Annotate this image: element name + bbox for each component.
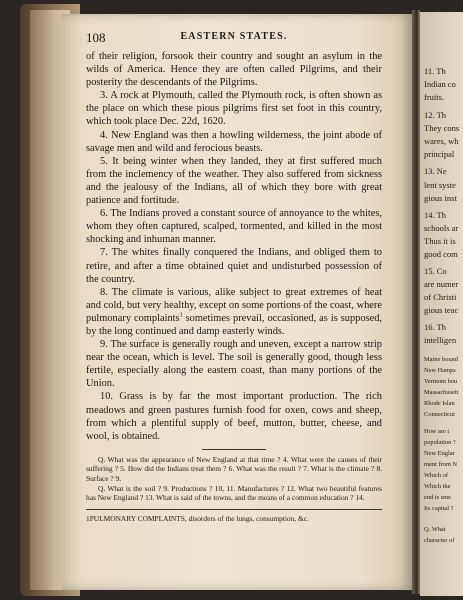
page-body (86, 50, 382, 523)
footnote-marker: 1 (179, 312, 183, 319)
right-small-line: New Hamps (424, 367, 456, 374)
right-small-line: population ? (424, 439, 456, 446)
right-small-line: Q. What (424, 526, 446, 533)
right-small-line: Massachusett (424, 389, 459, 396)
right-text-line: Thus it is (424, 236, 456, 246)
right-small-line: Which the (424, 483, 451, 490)
right-small-line: Connecticut (424, 411, 455, 418)
right-text-line: 16. Th (424, 322, 447, 332)
page-number: 108 (86, 30, 106, 45)
question-block-1: Q. What was the appearance of New England at that time ? 4. What were the causes of their suffering ? 5. How did the Indians treat them ? 6. What was the result ? 7. What is the climate ? 8. Surface ? 9. (86, 454, 382, 483)
right-small-line: character of (424, 537, 455, 544)
right-page-fragment (420, 12, 463, 596)
right-text-line: 11. Th (424, 66, 446, 76)
paragraph-3: 3. A rock at Plymouth, called the Plymouth rock, is often shown as the place on which these pious pilgrims first set foot in this country, which took place Dec. 22d, 1620. (86, 90, 382, 128)
right-text-line: lent syste (424, 180, 456, 190)
running-head: EASTERN STATES. (180, 31, 288, 42)
right-small-line: New Englar (424, 450, 455, 457)
paragraph-9: 9. The surface is generally rough and uneven, except a narrow strip near the ocean, which is level. The soil is generally good, though less fertile, especially along the eastern coast, than many portions of the Union. (86, 339, 382, 390)
right-text-line: 14. Th (424, 210, 447, 220)
paragraph-7: 7. The whites finally conquered the Indians, and obliged them to retire, and after a time obtained quiet and undisturbed possession of the country. (86, 247, 382, 285)
right-small-line: end is sme (424, 494, 451, 501)
right-small-line: ment from N (424, 461, 458, 468)
study-questions (86, 455, 382, 503)
paragraph-8-text-b: sometimes prevail, occasioned, as is supposed, by the long continued and damp easterly winds. (86, 312, 383, 337)
right-text-line: 15. Co (424, 266, 447, 276)
right-small-line: Its capital ? (424, 505, 454, 512)
right-text-line: are numer (424, 279, 459, 289)
paragraph-continuation: of their religion, forsook their country and sought an asylum in the wilds of America. Hence they are often called Pilgrims, and their posterity the descendants of the Pilgrims. (86, 51, 382, 89)
section-divider (202, 449, 266, 450)
paragraph-8-text-a: 8. The climate is various, alike subject to great extremes of heat and cold, but very healthy, except on some portions of the coast, where pulmonary complaints (86, 286, 382, 324)
paragraph-10: 10. Grass is by far the most important production. The rich meadows and green pastures furnish food for oxen, cows and sheep, from which a plentiful supply of beef, mutton, butter, cheese, and wool, is obtained. (86, 391, 382, 442)
right-text-line: They cons (424, 123, 460, 133)
right-text-line: gious inst (424, 193, 457, 203)
right-small-line: Vermont bou (424, 378, 458, 385)
right-text-line: gious teac (424, 305, 459, 315)
right-text-line: of Christi (424, 292, 457, 302)
footnote: 1PULMONARY COMPLAINTS, disorders of the lungs, consumption, &c. (86, 509, 382, 524)
right-text-line: principal (424, 149, 455, 159)
right-text-line: schools ar (424, 223, 459, 233)
right-text-line: Indian co (424, 79, 456, 89)
book-gutter (412, 10, 420, 594)
question-block-2: Q. What is the soil ? 9. Productions ? 10, 11. Manufactures ? 12. What two beautiful features has New England ? 13. What is said of the towns, and the means of a common education ? 14. (86, 483, 382, 503)
right-text-line: fruits. (424, 92, 445, 102)
right-small-line: Which of (424, 472, 448, 479)
right-small-line: How are t (424, 428, 450, 435)
right-text-line: 13. Ne (424, 166, 447, 176)
right-small-line: Rhode Islan (424, 400, 455, 407)
paragraph-6: 6. The Indians proved a constant source of annoyance to the whites, whom they often captured, scalped, tormented, and killed in the most shocking and inhuman manner. (86, 208, 382, 246)
right-text-line: wares, wh (424, 136, 459, 146)
right-text-line: 12. Th (424, 110, 447, 120)
right-text-line: intelligen (424, 335, 457, 345)
right-text-line: good com (424, 249, 458, 259)
paragraph-8 (86, 286, 382, 338)
right-small-line: Maine bound (424, 356, 458, 363)
paragraph-5: 5. It being winter when they landed, they at first suffered much from the inclemency of the weather. They also suffered from sickness and the jealousy of the Indians, all of which they bore with great patience and fortitude. (86, 155, 382, 207)
paragraph-4: 4. New England was then a howling wilderness, the joint abode of savage men and wild and ferocious beasts. (86, 129, 382, 154)
page-header (86, 30, 382, 46)
